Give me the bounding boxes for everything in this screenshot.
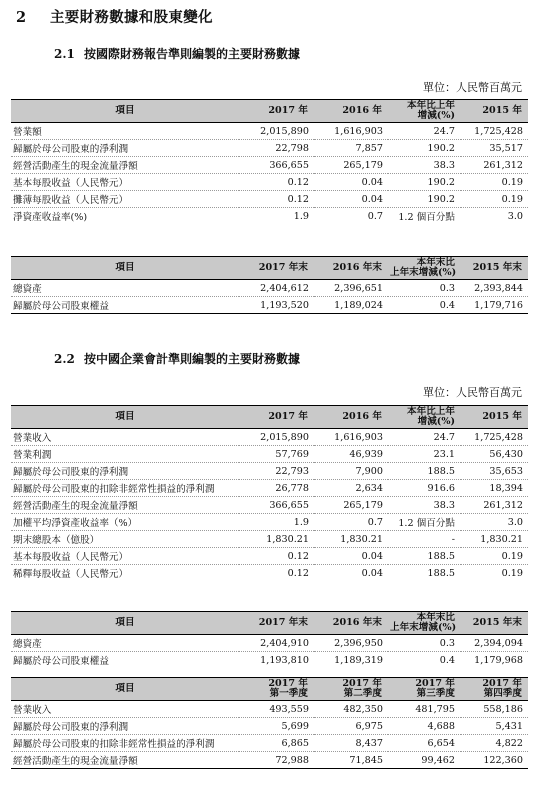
ifrs-key-figures-table bbox=[11, 99, 528, 224]
header-period: 2016 年末 bbox=[314, 257, 388, 280]
table-row bbox=[11, 701, 528, 718]
table-row bbox=[11, 157, 528, 174]
header-period: 2015 年 bbox=[461, 100, 528, 123]
cell-value: 916.6 bbox=[388, 480, 461, 497]
cell-value: 0.04 bbox=[314, 548, 388, 565]
row-label: 期末總股本（億股） bbox=[11, 531, 239, 548]
header-period: 2015 年 bbox=[461, 406, 528, 429]
cell-value: 0.3 bbox=[388, 635, 461, 652]
table-row bbox=[11, 718, 528, 735]
cell-value: 0.7 bbox=[367, 210, 383, 222]
row-label: 歸屬於母公司股東權益 bbox=[11, 297, 239, 314]
cell-value: 1,616,903 bbox=[314, 123, 388, 140]
row-label: 經營活動產生的現金流量淨額 bbox=[11, 752, 239, 769]
header-item: 項目 bbox=[11, 406, 239, 429]
cell-value: 24.7 bbox=[388, 429, 461, 446]
cell-value: 188.5 bbox=[388, 463, 461, 480]
header-period: 2017 年 第三季度 bbox=[388, 678, 461, 701]
row-label: 基本每股收益（人民幣元） bbox=[11, 174, 239, 191]
row-label: 攤薄每股收益（人民幣元） bbox=[11, 191, 239, 208]
cell-value: 0.04 bbox=[314, 174, 388, 191]
cell-value: 4,822 bbox=[461, 735, 528, 752]
header-period: 2016 年 bbox=[314, 406, 388, 429]
table-row bbox=[11, 480, 528, 497]
subsection-number: 2.1 bbox=[54, 47, 75, 61]
row-label: 加權平均淨資產收益率（%） bbox=[11, 514, 239, 531]
cell-value: 56,430 bbox=[461, 446, 528, 463]
cell-value: 46,939 bbox=[314, 446, 388, 463]
table-row bbox=[11, 565, 528, 582]
cell-value: 7,900 bbox=[314, 463, 388, 480]
row-label: 淨資產收益率(%) bbox=[13, 212, 88, 223]
cell-value: 366,655 bbox=[239, 497, 314, 514]
cell-value: 0.3 bbox=[388, 280, 461, 297]
cell-value: 0.4 bbox=[439, 654, 455, 666]
cell-value: 8,437 bbox=[314, 735, 388, 752]
cell-value: 0.7 bbox=[314, 514, 388, 531]
section-title: 主要財務數據和股東變化 bbox=[50, 9, 213, 26]
header-period: 2017 年末 bbox=[239, 257, 314, 280]
cell-value: 3.0 bbox=[507, 210, 523, 222]
cell-value: 0.19 bbox=[461, 174, 528, 191]
table-header-row bbox=[11, 100, 528, 123]
cell-value: 1,193,810 bbox=[260, 654, 309, 666]
cell-value: 7,857 bbox=[314, 140, 388, 157]
header-period: 本年比上年 增減(%) bbox=[388, 100, 461, 123]
row-label: 歸屬於母公司股東的扣除非經常性損益的淨利潤 bbox=[11, 735, 239, 752]
table-row bbox=[11, 297, 528, 314]
cell-value: 493,559 bbox=[239, 701, 314, 718]
cell-value: 261,312 bbox=[461, 157, 528, 174]
cell-value: 99,462 bbox=[388, 752, 461, 769]
cell-value: 0.12 bbox=[287, 567, 309, 579]
header-period: 本年末比 上年末增減(%) bbox=[388, 257, 461, 280]
cell-value: 1,189,024 bbox=[314, 297, 388, 314]
cell-value: 1,725,428 bbox=[461, 429, 528, 446]
cell-value: 1.2 個百分點 bbox=[388, 514, 461, 531]
cell-value: 0.19 bbox=[461, 548, 528, 565]
row-label: 經營活動產生的現金流量淨額 bbox=[11, 157, 239, 174]
table-row bbox=[11, 208, 528, 225]
table-row bbox=[11, 191, 528, 208]
header-period: 本年末比 上年末增減(%) bbox=[388, 612, 461, 635]
cell-value: 5,431 bbox=[461, 718, 528, 735]
row-label: 營業收入 bbox=[11, 429, 239, 446]
header-period: 2015 年末 bbox=[461, 612, 528, 635]
row-label: 基本每股收益（人民幣元） bbox=[11, 548, 239, 565]
cell-value: 558,186 bbox=[461, 701, 528, 718]
cell-value: 4,688 bbox=[388, 718, 461, 735]
cell-value: 1,179,716 bbox=[461, 297, 528, 314]
cell-value: 1.9 bbox=[239, 514, 314, 531]
cell-value: 2,393,844 bbox=[461, 280, 528, 297]
row-label: 總資產 bbox=[11, 635, 239, 652]
section-number: 2 bbox=[16, 9, 27, 26]
table-row bbox=[11, 123, 528, 140]
cell-value: 0.12 bbox=[239, 548, 314, 565]
cell-value: 1,830.21 bbox=[239, 531, 314, 548]
cell-value: 0.04 bbox=[361, 567, 383, 579]
table-row bbox=[11, 514, 528, 531]
row-label: 歸屬於母公司股東的淨利潤 bbox=[11, 140, 239, 157]
cell-value: 0.19 bbox=[461, 191, 528, 208]
cell-value: 2,396,651 bbox=[314, 280, 388, 297]
cas-key-figures-table bbox=[11, 405, 528, 581]
cell-value: 1,830.21 bbox=[461, 531, 528, 548]
cell-value: 1,830.21 bbox=[314, 531, 388, 548]
table-row bbox=[11, 429, 528, 446]
cell-value: - bbox=[388, 531, 461, 548]
cell-value: 190.2 bbox=[388, 191, 461, 208]
cell-value: 188.5 bbox=[388, 548, 461, 565]
cell-value: 22,798 bbox=[239, 140, 314, 157]
table-header-row bbox=[11, 257, 528, 280]
cell-value: 57,769 bbox=[239, 446, 314, 463]
cell-value: 482,350 bbox=[314, 701, 388, 718]
subsection-title: 按中國企業會計準則編製的主要財務數據 bbox=[84, 352, 301, 366]
cell-value: 122,360 bbox=[461, 752, 528, 769]
row-label: 歸屬於母公司股東的淨利潤 bbox=[11, 718, 239, 735]
cell-value: 26,778 bbox=[239, 480, 314, 497]
cell-value: 23.1 bbox=[388, 446, 461, 463]
cell-value: 1,193,520 bbox=[239, 297, 314, 314]
cell-value: 2,394,094 bbox=[461, 635, 528, 652]
cell-value: 35,517 bbox=[461, 140, 528, 157]
header-period: 2017 年 bbox=[239, 100, 314, 123]
table-row bbox=[11, 140, 528, 157]
row-label: 經營活動產生的現金流量淨額 bbox=[11, 497, 239, 514]
cell-value: 2,634 bbox=[314, 480, 388, 497]
table-row bbox=[11, 531, 528, 548]
cell-value: 190.2 bbox=[388, 174, 461, 191]
cell-value: 2,404,910 bbox=[239, 635, 314, 652]
cell-value: 2,015,890 bbox=[239, 429, 314, 446]
subsection-heading-2-2 bbox=[54, 350, 300, 367]
cell-value: 366,655 bbox=[239, 157, 314, 174]
cell-value: 0.4 bbox=[388, 297, 461, 314]
cell-value: 481,795 bbox=[388, 701, 461, 718]
table-row bbox=[11, 280, 528, 297]
header-item: 項目 bbox=[11, 257, 239, 280]
cas-quarterly-table bbox=[11, 677, 528, 769]
cell-value: 24.7 bbox=[388, 123, 461, 140]
header-period: 2017 年 第一季度 bbox=[239, 678, 314, 701]
section-heading bbox=[16, 6, 213, 27]
header-item: 項目 bbox=[11, 100, 239, 123]
cell-value: 188.5 bbox=[427, 567, 455, 579]
header-period: 2017 年末 bbox=[239, 612, 314, 635]
cell-value: 2,396,950 bbox=[314, 635, 388, 652]
cas-balance-table bbox=[11, 611, 528, 668]
row-label: 歸屬於母公司股東的淨利潤 bbox=[11, 463, 239, 480]
table-row bbox=[11, 174, 528, 191]
unit-label: 單位：人民幣百萬元 bbox=[423, 81, 522, 94]
cell-value: 0.12 bbox=[239, 191, 314, 208]
cell-value: 1,725,428 bbox=[461, 123, 528, 140]
cell-value: 3.0 bbox=[461, 514, 528, 531]
table-header-row bbox=[11, 678, 528, 701]
cell-value: 1,189,319 bbox=[334, 654, 383, 666]
row-label: 總資產 bbox=[11, 280, 239, 297]
table-row bbox=[11, 446, 528, 463]
cell-value: 22,793 bbox=[239, 463, 314, 480]
row-label: 營業收入 bbox=[11, 701, 239, 718]
header-period: 2017 年 第四季度 bbox=[461, 678, 528, 701]
table-row bbox=[11, 497, 528, 514]
table-row bbox=[11, 463, 528, 480]
cell-value: 265,179 bbox=[314, 497, 388, 514]
cell-value: 72,988 bbox=[239, 752, 314, 769]
header-period: 2016 年末 bbox=[314, 612, 388, 635]
table-row bbox=[11, 548, 528, 565]
table-row bbox=[11, 635, 528, 652]
cell-value: 1,179,968 bbox=[474, 654, 523, 666]
row-label: 歸屬於母公司股東權益 bbox=[13, 656, 109, 667]
table-row bbox=[11, 752, 528, 769]
cell-value: 38.3 bbox=[388, 157, 461, 174]
cell-value: 1.9 bbox=[293, 210, 309, 222]
cell-value: 35,653 bbox=[461, 463, 528, 480]
header-period: 2015 年末 bbox=[461, 257, 528, 280]
row-label: 歸屬於母公司股東的扣除非經常性損益的淨利潤 bbox=[11, 480, 239, 497]
cell-value: 265,179 bbox=[314, 157, 388, 174]
cell-value: 2,015,890 bbox=[239, 123, 314, 140]
cell-value: 5,699 bbox=[239, 718, 314, 735]
row-label: 稀釋每股收益（人民幣元） bbox=[13, 569, 129, 580]
table-header-row bbox=[11, 406, 528, 429]
header-period: 2017 年 bbox=[239, 406, 314, 429]
cell-value: 2,404,612 bbox=[239, 280, 314, 297]
cell-value: 18,394 bbox=[461, 480, 528, 497]
cell-value: 0.04 bbox=[314, 191, 388, 208]
header-period: 2016 年 bbox=[314, 100, 388, 123]
cell-value: 1,616,903 bbox=[314, 429, 388, 446]
ifrs-balance-table bbox=[11, 256, 528, 314]
cell-value: 6,865 bbox=[239, 735, 314, 752]
cell-value: 190.2 bbox=[388, 140, 461, 157]
row-label: 營業額 bbox=[11, 123, 239, 140]
header-period: 2017 年 第二季度 bbox=[314, 678, 388, 701]
cell-value: 71,845 bbox=[314, 752, 388, 769]
cell-value: 6,654 bbox=[388, 735, 461, 752]
cell-value: 6,975 bbox=[314, 718, 388, 735]
subsection-title: 按國際財務報告準則編製的主要財務數據 bbox=[84, 47, 301, 61]
table-row bbox=[11, 652, 528, 669]
header-item: 項目 bbox=[11, 612, 239, 635]
header-item: 項目 bbox=[11, 678, 239, 701]
header-period: 本年比上年 增減(%) bbox=[388, 406, 461, 429]
cell-value: 38.3 bbox=[388, 497, 461, 514]
cell-value: 0.12 bbox=[239, 174, 314, 191]
unit-label: 單位：人民幣百萬元 bbox=[423, 386, 522, 399]
cell-value: 0.19 bbox=[501, 567, 523, 579]
subsection-number: 2.2 bbox=[54, 352, 75, 366]
subsection-heading-2-1 bbox=[54, 45, 300, 62]
cell-value: 1.2 個百分點 bbox=[398, 212, 455, 223]
row-label: 營業利潤 bbox=[11, 446, 239, 463]
table-header-row bbox=[11, 612, 528, 635]
table-row bbox=[11, 735, 528, 752]
cell-value: 261,312 bbox=[461, 497, 528, 514]
